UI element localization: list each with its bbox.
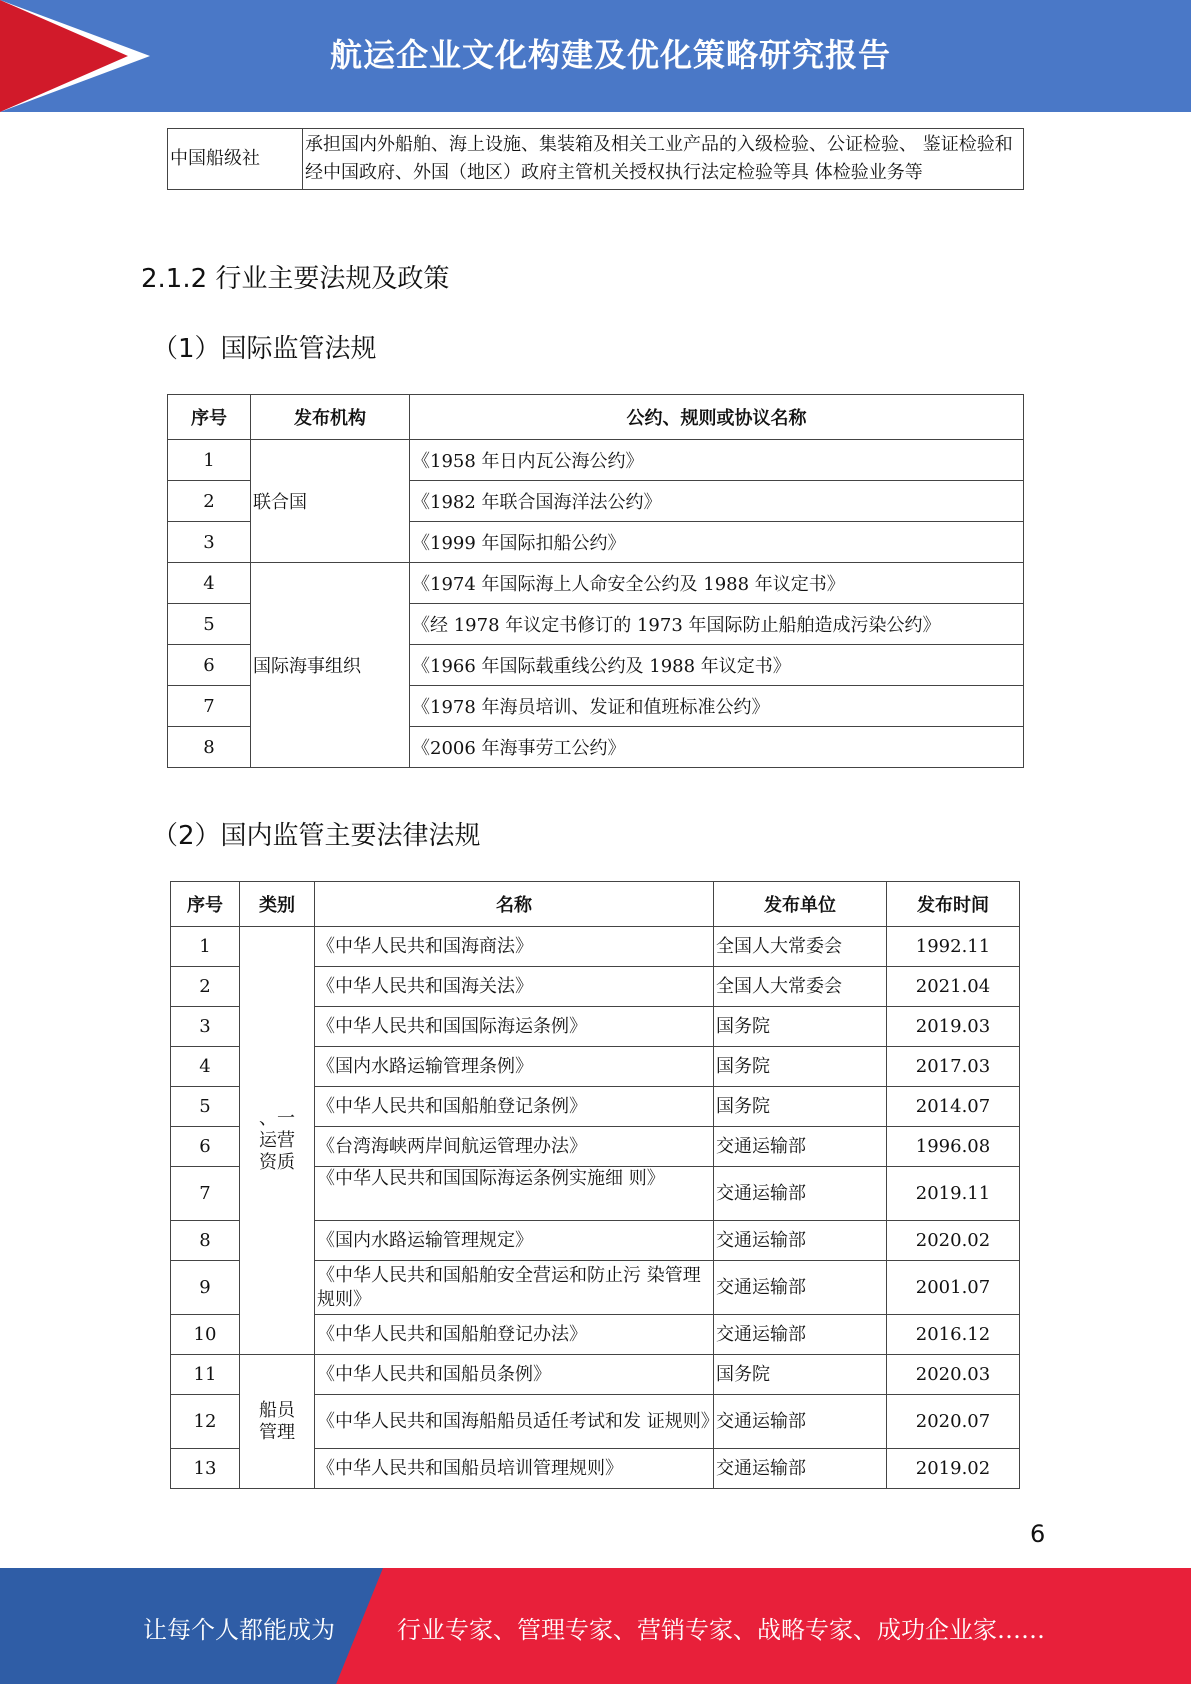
row-no: 4 (171, 1047, 240, 1087)
col-header-no: 序号 (171, 882, 240, 927)
date: 2020.07 (887, 1395, 1020, 1449)
issuer: 交通运输部 (714, 1449, 887, 1489)
law-name: 《台湾海峡两岸间航运管理办法》 (315, 1127, 714, 1167)
law-name: 《中华人民共和国船舶登记办法》 (315, 1315, 714, 1355)
date: 2019.03 (887, 1007, 1020, 1047)
date: 2016.12 (887, 1315, 1020, 1355)
date: 2019.02 (887, 1449, 1020, 1489)
top-table (167, 128, 1024, 190)
table-header-row (171, 882, 1020, 927)
issuer: 国务院 (714, 1355, 887, 1395)
row-no: 6 (168, 645, 251, 686)
col-header-category: 类别 (240, 882, 315, 927)
date: 1996.08 (887, 1127, 1020, 1167)
date: 2020.03 (887, 1355, 1020, 1395)
issuer: 全国人大常委会 (714, 927, 887, 967)
intl-table (167, 394, 1024, 768)
convention-name: 《1999 年国际扣船公约》 (410, 522, 1024, 563)
date: 2021.04 (887, 967, 1020, 1007)
table-row (168, 129, 1024, 190)
row-no: 5 (171, 1087, 240, 1127)
law-name: 《国内水路运输管理条例》 (315, 1047, 714, 1087)
org-cell: 国际海事组织 (251, 563, 410, 768)
row-no: 2 (171, 967, 240, 1007)
date: 1992.11 (887, 927, 1020, 967)
row-no: 2 (168, 481, 251, 522)
table-header-row (168, 395, 1024, 440)
row-no: 3 (171, 1007, 240, 1047)
convention-name: 《经 1978 年议定书修订的 1973 年国际防止船舶造成污染公约》 (410, 604, 1024, 645)
date: 2017.03 (887, 1047, 1020, 1087)
convention-name: 《2006 年海事劳工公约》 (410, 727, 1024, 768)
col-header-name: 公约、规则或协议名称 (410, 395, 1024, 440)
law-name: 《国内水路运输管理规定》 (315, 1221, 714, 1261)
intl-heading: （1）国际监管法规 (152, 334, 377, 364)
row-no: 10 (171, 1315, 240, 1355)
col-header-no: 序号 (168, 395, 251, 440)
issuer: 交通运输部 (714, 1167, 887, 1221)
issuer: 国务院 (714, 1007, 887, 1047)
row-no: 5 (168, 604, 251, 645)
row-no: 7 (168, 686, 251, 727)
page-footer (0, 1568, 1191, 1684)
issuer: 交通运输部 (714, 1127, 887, 1167)
convention-name: 《1974 年国际海上人命安全公约及 1988 年议定书》 (410, 563, 1024, 604)
law-name: 《中华人民共和国海船船员适任考试和发 证规则》 (315, 1395, 714, 1449)
law-name: 《中华人民共和国海关法》 (315, 967, 714, 1007)
row-no: 9 (171, 1261, 240, 1315)
category-cell: 船员 管理 (240, 1355, 315, 1489)
row-no: 7 (171, 1167, 240, 1221)
page-header (0, 0, 1191, 112)
convention-name: 《1982 年联合国海洋法公约》 (410, 481, 1024, 522)
issuer: 国务院 (714, 1087, 887, 1127)
desc-cell: 承担国内外船舶、海上设施、集装箱及相关工业产品的入级检验、公证检验、 鉴证检验和经中国政府、外国（地区）政府主管机关授权执行法定检验等具 体检验业务等 (303, 129, 1024, 190)
col-header-name: 名称 (315, 882, 714, 927)
domestic-table (170, 881, 1020, 1489)
convention-name: 《1958 年日内瓦公海公约》 (410, 440, 1024, 481)
domestic-heading: （2）国内监管主要法律法规 (152, 821, 481, 851)
issuer: 交通运输部 (714, 1395, 887, 1449)
footer-slogan-left: 让每个人都能成为 (143, 1616, 335, 1644)
row-no: 3 (168, 522, 251, 563)
row-no: 1 (168, 440, 251, 481)
row-no: 13 (171, 1449, 240, 1489)
law-name: 《中华人民共和国海商法》 (315, 927, 714, 967)
law-name: 《中华人民共和国国际海运条例》 (315, 1007, 714, 1047)
row-no: 4 (168, 563, 251, 604)
table-row (168, 440, 1024, 481)
issuer: 国务院 (714, 1047, 887, 1087)
col-header-date: 发布时间 (887, 882, 1020, 927)
convention-name: 《1978 年海员培训、发证和值班标准公约》 (410, 686, 1024, 727)
law-name: 《中华人民共和国国际海运条例实施细 则》 (315, 1167, 714, 1221)
law-name: 《中华人民共和国船员条例》 (315, 1355, 714, 1395)
law-name: 《中华人民共和国船舶登记条例》 (315, 1087, 714, 1127)
issuer: 全国人大常委会 (714, 967, 887, 1007)
footer-slogan-right: 行业专家、管理专家、营销专家、战略专家、成功企业家…… (397, 1616, 1045, 1644)
row-no: 12 (171, 1395, 240, 1449)
org-cell: 中国船级社 (168, 129, 303, 190)
col-header-issuer: 发布单位 (714, 882, 887, 927)
row-no: 1 (171, 927, 240, 967)
page-number: 6 (1030, 1520, 1046, 1548)
table-row (171, 927, 1020, 967)
row-no: 6 (171, 1127, 240, 1167)
row-no: 11 (171, 1355, 240, 1395)
issuer: 交通运输部 (714, 1315, 887, 1355)
row-no: 8 (168, 727, 251, 768)
convention-name: 《1966 年国际载重线公约及 1988 年议定书》 (410, 645, 1024, 686)
date: 2014.07 (887, 1087, 1020, 1127)
date: 2001.07 (887, 1261, 1020, 1315)
issuer: 交通运输部 (714, 1261, 887, 1315)
table-row (171, 1355, 1020, 1395)
issuer: 交通运输部 (714, 1221, 887, 1261)
org-cell: 联合国 (251, 440, 410, 563)
law-name: 《中华人民共和国船舶安全营运和防止污 染管理规则》 (315, 1261, 714, 1315)
category-cell: 、一 运营 资质 (240, 927, 315, 1355)
date: 2020.02 (887, 1221, 1020, 1261)
law-name: 《中华人民共和国船员培训管理规则》 (315, 1449, 714, 1489)
row-no: 8 (171, 1221, 240, 1261)
date: 2019.11 (887, 1167, 1020, 1221)
col-header-org: 发布机构 (251, 395, 410, 440)
table-row (168, 563, 1024, 604)
section-heading: 2.1.2 行业主要法规及政策 (141, 264, 450, 294)
header-title: 航运企业文化构建及优化策略研究报告 (329, 36, 891, 74)
